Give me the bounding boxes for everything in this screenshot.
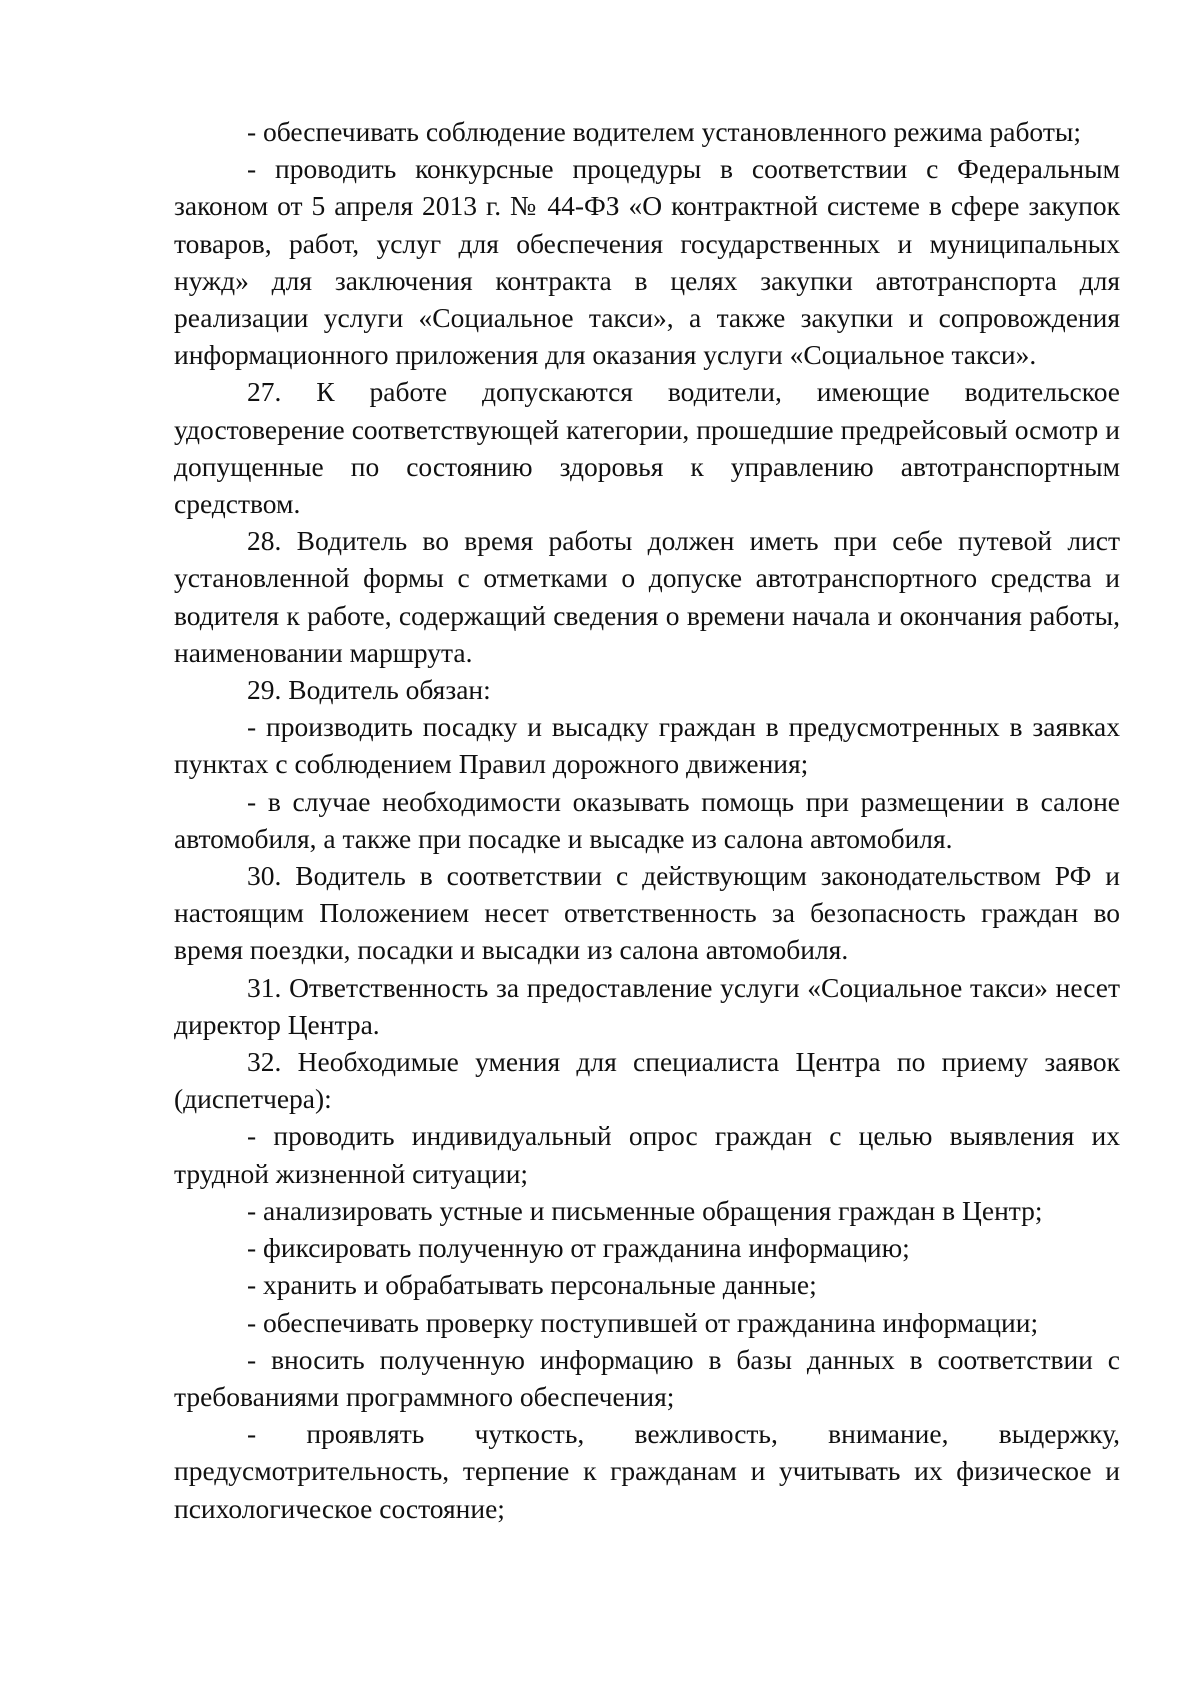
paragraph: 30. Водитель в соответствии с действующим законодательством РФ и настоящим Положением несет ответственность за безопасность граждан во время поездки, посадки и высадки из салона автомобиля. [174, 860, 1120, 966]
paragraph: - проявлять чуткость, вежливость, внимание, выдержку, предусмотрительность, терпение к гражданам и учитывать их физическое и психологическое состояние; [174, 1418, 1120, 1524]
paragraph: - фиксировать полученную от гражданина информацию; [247, 1232, 910, 1264]
paragraph: - обеспечивать проверку поступившей от гражданина информации; [247, 1306, 1039, 1338]
paragraph: - хранить и обрабатывать персональные данные; [247, 1269, 817, 1301]
paragraph: - проводить конкурсные процедуры в соответствии с Федеральным законом от 5 апреля 2013 г. № 44-ФЗ «О контрактной системе в сфере закупок товаров, работ, услуг для обеспечения государственных и муниципальных нужд» для заключения контракта в целях закупки автотранспорта для реализации услуги «Социальное такси», а также закупки и сопровождения информационного приложения для оказания услуги «Социальное такси». [174, 153, 1120, 371]
paragraph: 28. Водитель во время работы должен иметь при себе путевой лист установленной формы с отметками о допуске автотранспортного средства и водителя к работе, содержащий сведения о времени начала и окончания работы, наименовании маршрута. [174, 525, 1120, 668]
paragraph: - обеспечивать соблюдение водителем установленного режима работы; [247, 116, 1081, 147]
paragraph: - в случае необходимости оказывать помощь при размещении в салоне автомобиля, а также при посадке и высадке из салона автомобиля. [174, 785, 1120, 854]
document-body [174, 113, 1120, 1527]
paragraph: 29. Водитель обязан: [247, 674, 491, 706]
paragraph: 31. Ответственность за предоставление услуги «Социальное такси» несет директор Центра. [174, 971, 1120, 1040]
paragraph: - анализировать устные и письменные обращения граждан в Центр; [247, 1194, 1043, 1226]
paragraph: - производить посадку и высадку граждан в предусмотренных в заявках пунктах с соблюдением Правил дорожного движения; [174, 711, 1120, 780]
paragraph: 32. Необходимые умения для специалиста Центра по приему заявок (диспетчера): [174, 1046, 1120, 1115]
paragraph: - проводить индивидуальный опрос граждан с целью выявления их трудной жизненной ситуации; [174, 1120, 1120, 1189]
paragraph: - вносить полученную информацию в базы данных в соответствии с требованиями программного обеспечения; [174, 1343, 1120, 1412]
paragraph: 27. К работе допускаются водители, имеющие водительское удостоверение соответствующей категории, прошедшие предрейсовый осмотр и допущенные по состоянию здоровья к управлению автотранспортным средством. [174, 376, 1120, 520]
